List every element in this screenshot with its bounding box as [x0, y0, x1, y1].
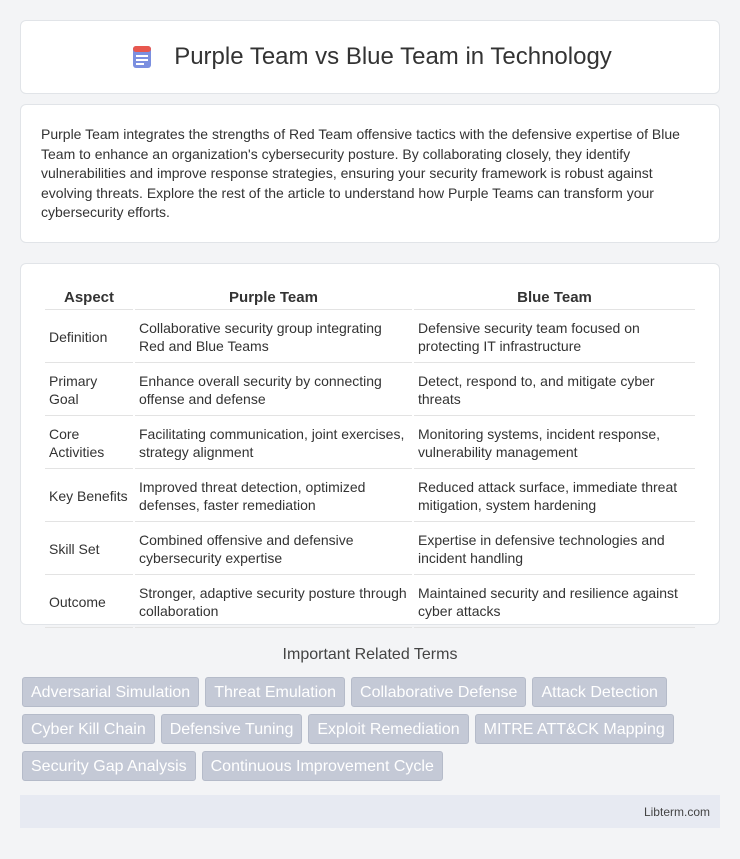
title-wrap: [128, 43, 612, 71]
intro-text: Purple Team integrates the strengths of Red Team offensive tactics with the defensive expertise of Blue Team to enhance an organization's cybersecurity posture. By collaborating closely, they identify vulnerabilities and improve response strategies, ensuring your security framework is robust against evolving threats. Explore the rest of the article to understand how Purple Teams can transform your cybersecurity efforts.: [41, 126, 680, 220]
header-aspect: Aspect: [45, 286, 133, 310]
tag-security-gap-analysis[interactable]: Security Gap Analysis: [22, 751, 196, 781]
related-terms-tags: [22, 677, 722, 781]
cell-aspect: Key Benefits: [45, 471, 133, 522]
related-terms-title: Important Related Terms: [282, 646, 458, 663]
footer: [20, 795, 720, 828]
cell-purple: Combined offensive and defensive cybersecurity expertise: [135, 524, 412, 575]
table-header-row: [45, 286, 695, 310]
tag-attack-detection[interactable]: Attack Detection: [532, 677, 667, 707]
table-row: [45, 312, 695, 363]
header-card: [20, 20, 720, 94]
tag-cyber-kill-chain[interactable]: Cyber Kill Chain: [22, 714, 155, 744]
cell-blue: Defensive security team focused on protecting IT infrastructure: [414, 312, 695, 363]
cell-aspect: Definition: [45, 312, 133, 363]
footer-site-link[interactable]: Libterm.com: [643, 804, 710, 819]
cell-aspect: Primary Goal: [45, 365, 133, 416]
table-row: [45, 471, 695, 522]
cell-purple: Facilitating communication, joint exercises, strategy alignment: [135, 418, 412, 469]
cell-blue: Expertise in defensive technologies and incident handling: [414, 524, 695, 575]
header-purple-team: Purple Team: [135, 286, 412, 310]
tag-adversarial-simulation[interactable]: Adversarial Simulation: [22, 677, 199, 707]
cell-aspect: Skill Set: [45, 524, 133, 575]
page-title: Purple Team vs Blue Team in Technology: [174, 43, 612, 70]
cell-aspect: Core Activities: [45, 418, 133, 469]
table-row: [45, 418, 695, 469]
cell-purple: Stronger, adaptive security posture through collaboration: [135, 577, 412, 628]
tag-continuous-improvement-cycle[interactable]: Continuous Improvement Cycle: [202, 751, 443, 781]
tag-exploit-remediation[interactable]: Exploit Remediation: [308, 714, 468, 744]
cell-blue: Monitoring systems, incident response, vulnerability management: [414, 418, 695, 469]
cell-purple: Collaborative security group integrating Red and Blue Teams: [135, 312, 412, 363]
header-blue-team: Blue Team: [414, 286, 695, 310]
tag-mitre-attck-mapping[interactable]: MITRE ATT&CK Mapping: [475, 714, 674, 744]
table-row: [45, 524, 695, 575]
comparison-table: [43, 284, 697, 630]
table-row: [45, 365, 695, 416]
document-icon: [128, 43, 156, 71]
cell-aspect: Outcome: [45, 577, 133, 628]
cell-blue: Maintained security and resilience against cyber attacks: [414, 577, 695, 628]
comparison-table-card: [20, 263, 720, 625]
cell-blue: Detect, respond to, and mitigate cyber threats: [414, 365, 695, 416]
tag-threat-emulation[interactable]: Threat Emulation: [205, 677, 345, 707]
tag-collaborative-defense[interactable]: Collaborative Defense: [351, 677, 526, 707]
intro-card: [20, 104, 720, 243]
cell-purple: Improved threat detection, optimized defenses, faster remediation: [135, 471, 412, 522]
table-row: [45, 577, 695, 628]
cell-blue: Reduced attack surface, immediate threat mitigation, system hardening: [414, 471, 695, 522]
cell-purple: Enhance overall security by connecting offense and defense: [135, 365, 412, 416]
tag-defensive-tuning[interactable]: Defensive Tuning: [161, 714, 303, 744]
